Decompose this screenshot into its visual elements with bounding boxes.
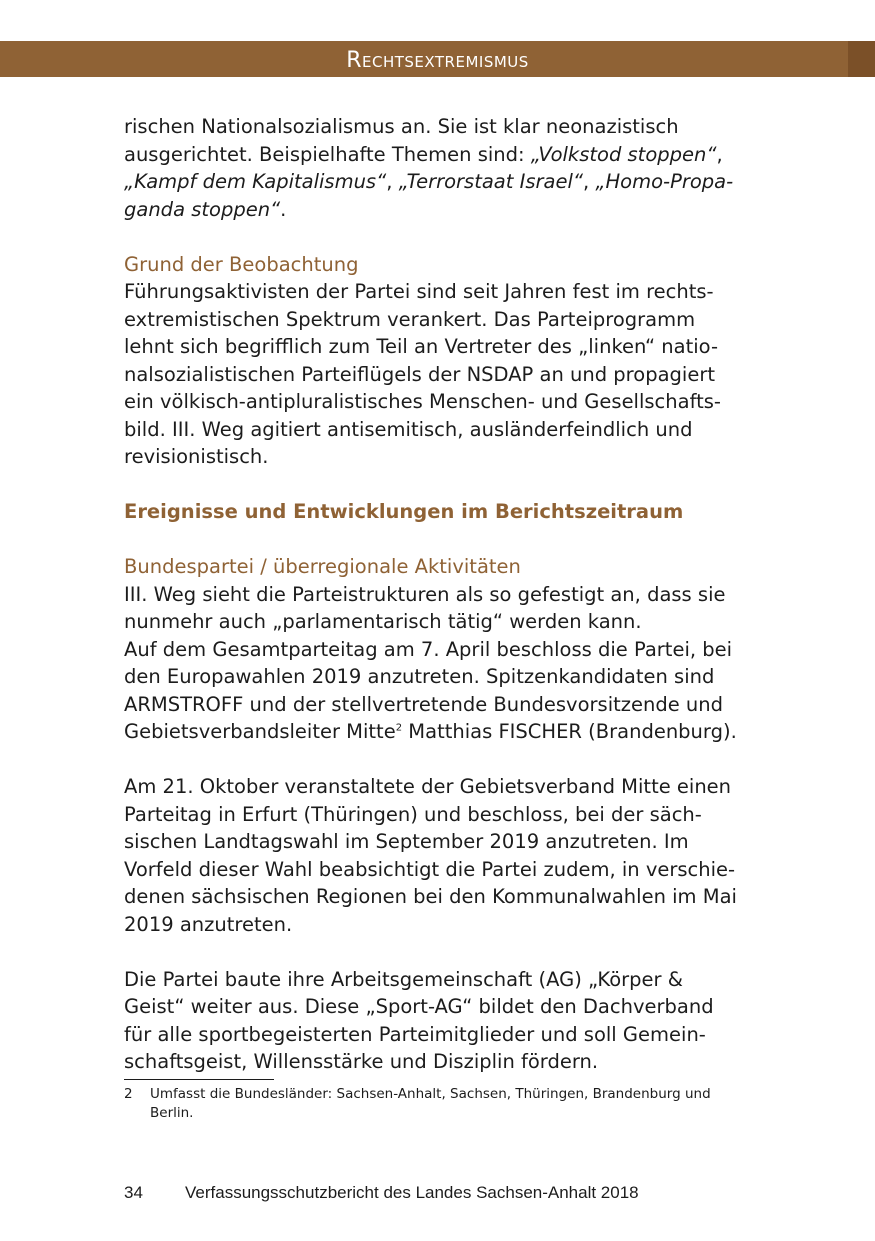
text-line: Gebietsverbandsleiter Mitte [124, 720, 396, 743]
text-line: extremistischen Spektrum verankert. Das Parteiprogramm [124, 307, 696, 331]
punctuation: , [716, 142, 723, 166]
section-heading-grund: Grund der Beobachtung [124, 252, 359, 276]
punctuation: . [280, 197, 287, 221]
section-paragraph-grund [124, 278, 754, 471]
quoted-theme: „Homo-Propa- [595, 170, 734, 193]
main-content [124, 113, 754, 1076]
text-line: Am 21. Oktober veranstaltete der Gebietsverband Mitte einen [124, 775, 732, 798]
text-line: für alle sportbegeisterten Parteimitglieder und soll Gemein- [124, 1022, 706, 1046]
chapter-title: Rechtsextremismus [346, 48, 529, 73]
page-number: 34 [124, 1183, 143, 1202]
footnote [124, 1085, 754, 1123]
text-line: ein völkisch-antipluralistisches Menschen- und Gesellschafts- [124, 390, 721, 413]
punctuation: , [583, 170, 596, 193]
footnote-divider [124, 1079, 274, 1080]
text-line: schaftsgeist, Willensstärke und Disziplin fördern. [124, 1050, 599, 1073]
text-line: Auf dem Gesamtparteitag am 7. April beschloss die Partei, bei [124, 637, 733, 661]
text-line: Vorfeld dieser Wahl beabsichtigt die Partei zudem, in verschie- [124, 857, 736, 881]
footnote-reference[interactable]: 2 [395, 722, 403, 734]
text-line: Umfasst die Bundesländer: Sachsen-Anhalt, Sachsen, Thüringen, Brandenburg und [150, 1086, 711, 1102]
footnote-number: 2 [124, 1086, 133, 1102]
text-line: bild. III. Weg agitiert antisemitisch, ausländerfeindlich und [124, 417, 693, 441]
text-line: nunmehr auch „parlamentarisch tätig“ werden kann. [124, 610, 642, 633]
text-line: denen sächsischen Regionen bei den Kommunalwahlen im Mai [124, 885, 737, 908]
quoted-theme: ganda stoppen“ [124, 197, 281, 221]
section-paragraph-bundespartei [124, 581, 754, 746]
text-line: nalsozialistischen Parteiflügels der NSDAP an und propagiert [124, 362, 715, 386]
text-line: revisionistisch. [124, 445, 269, 468]
intro-paragraph [124, 113, 754, 223]
text-line: Die Partei baute ihre Arbeitsgemeinschaft (AG) „Körper & [124, 967, 683, 991]
footnote-text [150, 1085, 754, 1123]
text-line: Geist“ weiter aus. Diese „Sport-AG“ bildet den Dachverband [124, 995, 714, 1018]
text-line: Berlin. [150, 1105, 194, 1121]
quoted-theme: „Kampf dem Kapitalismus“ [124, 170, 387, 193]
paragraph-parteitag-erfurt [124, 773, 754, 938]
main-section-heading: Ereignisse und Entwicklungen im Berichtszeitraum [124, 500, 684, 523]
text-line: rischen Nationalsozialismus an. Sie ist klar neonazistisch [124, 115, 679, 138]
text-line: ausgerichtet. Beispielhafte Themen sind: [124, 142, 531, 166]
paragraph-sport-ag [124, 966, 754, 1076]
text-line: sischen Landtagswahl im September 2019 anzutreten. Im [124, 830, 689, 853]
text-line: 2019 anzutreten. [124, 912, 293, 936]
text-line: III. Weg sieht die Parteistrukturen als so gefestigt an, dass sie [124, 582, 726, 606]
quoted-theme: „Terrorstaat Israel“ [398, 170, 583, 193]
text-line: Parteitag in Erfurt (Thüringen) und beschloss, bei der säch- [124, 802, 702, 826]
text-line: den Europawahlen 2019 anzutreten. Spitzenkandidaten sind [124, 665, 715, 688]
text-line: Führungsaktivisten der Partei sind seit Jahren fest im rechts- [124, 280, 714, 303]
text-line: Matthias FISCHER (Brandenburg). [402, 720, 737, 743]
quoted-theme: „Volkstod stoppen“ [530, 142, 717, 166]
punctuation: , [386, 170, 399, 193]
text-line: lehnt sich begrifflich zum Teil an Vertreter des „linken“ natio- [124, 335, 718, 358]
text-line: ARMSTROFF und der stellvertretende Bundesvorsitzende und [124, 692, 724, 716]
publication-title: Verfassungsschutzbericht des Landes Sachsen-Anhalt 2018 [185, 1183, 639, 1202]
section-heading-bundespartei: Bundespartei / überregionale Aktivitäten [124, 555, 521, 578]
